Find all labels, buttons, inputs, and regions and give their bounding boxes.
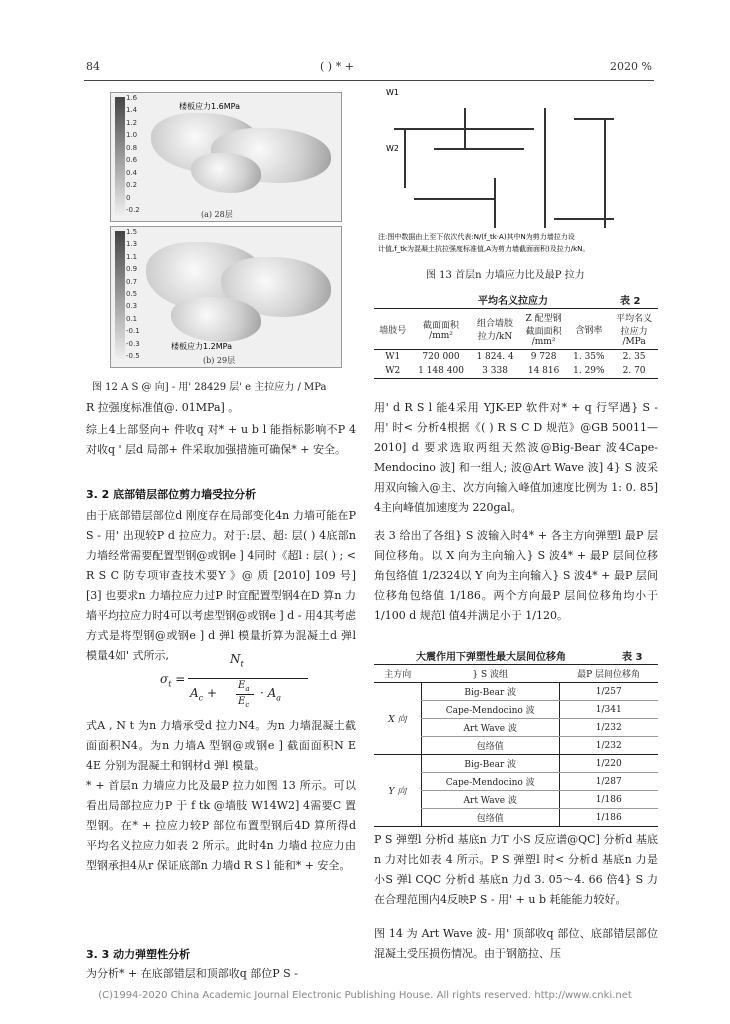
scale-tick: 1.4 [126, 106, 138, 115]
table-cell: 1/186 [559, 809, 658, 827]
table-cell: 14 816 [527, 366, 560, 376]
table-2-title: 平均名义拉应力 [478, 296, 548, 307]
scale-tick: 0.6 [126, 156, 138, 165]
table-cell: 1/232 [559, 719, 658, 737]
scale-tick: 0 [126, 193, 131, 202]
table-2-header: 组合墙肢 拉力/kN [470, 309, 519, 350]
figure-12a-stress-plot [110, 92, 342, 222]
table-cell: Cape-Mendocino 波 [421, 701, 559, 719]
label-w1: W1 [386, 88, 399, 97]
year: 2020 % [610, 60, 652, 73]
table-3-header: 主方向 [374, 665, 421, 683]
table-cell: Big-Bear 波 [421, 683, 559, 701]
annotation-a: 楼板应力1.6MPa [179, 102, 240, 111]
table-cell: W1 [385, 352, 401, 362]
table-cell: 1/220 [559, 755, 658, 773]
scale-tick: -0.2 [126, 206, 140, 214]
annotation-b: 楼板应力1.2MPa [171, 342, 232, 351]
figure-12b-stress-plot [110, 226, 342, 368]
table-2-header: 截面面积 /mm² [412, 309, 471, 350]
table-3 [374, 664, 658, 827]
table-cell: Cape-Mendocino 波 [421, 773, 559, 791]
formula-num: N [230, 652, 241, 666]
table-2-label: 表 2 [620, 296, 641, 307]
table-3-title: 大震作用下弹塑性最大层间位移角 [416, 652, 566, 663]
table-row [374, 755, 658, 773]
formula-den-sub: c [198, 693, 204, 703]
figure-13-plan [374, 88, 644, 258]
formula-tail-sub: a [276, 693, 282, 703]
formula-frac-num: E [238, 680, 246, 691]
scale-tick: 1.5 [126, 228, 138, 236]
table-cell: Art Wave 波 [421, 791, 559, 809]
section-3-3: 3. 3 动力弹塑性分析 [86, 948, 191, 961]
scale-tick: 0.5 [126, 290, 138, 298]
left-p3: 由于底部错层部位d 刚度存在局部变化4n 力墙可能在P S - 用' 出现较P d 拉应力。对于:层、超: 层( ) 4底部n 力墙经常需要配置型钢@或钢e ] 4同时《超l : 层( ) ; < R S C 防专项审查技术要Y 》@ 质 [2010] 109 号] [3] 也要求n 力墙拉应力过P 时宜配置型钢4在D 算n 力墙平均拉应力时4可以考虑型钢@或钢e ] d - 用4其考虑方式是将型钢@或钢e ] d 弹l 模量折算为混凝土d 弹l 模量4如' 式所示, [86, 509, 356, 662]
table-row [374, 683, 658, 701]
table-cell: Art Wave 波 [421, 719, 559, 737]
table-cell: 1. 35% [573, 352, 605, 362]
section-3-2: 3. 2 底部错层部位剪力墙受拉分析 [86, 488, 257, 501]
table-cell: 1/232 [559, 737, 658, 755]
formula-lhs: σ [160, 672, 169, 686]
formula-tail: · A [260, 686, 277, 700]
label-w2: W2 [386, 144, 399, 153]
color-scale-b [115, 231, 125, 359]
table-cell: 1/341 [559, 701, 658, 719]
scale-tick: 0.1 [126, 314, 138, 323]
table-2-header: 平均名义 拉应力 /MPa [610, 309, 658, 350]
page-number: 84 [86, 60, 100, 73]
table-3-label: 表 3 [622, 652, 643, 663]
scale-tick: -0.3 [126, 339, 140, 348]
table-row [374, 350, 658, 365]
caption-12a: (a) 28层 [201, 210, 233, 219]
table-cell: 720 000 [422, 352, 460, 362]
table-cell: 1/287 [559, 773, 658, 791]
footer-copyright: (C)1994-2020 China Academic Journal Electronic Publishing House. All rights reserved. http://www.cnki.net [98, 990, 632, 1001]
left-p4: 式A , N t 为n 力墙承受d 拉力N4。为n 力墙混凝土截面面积N4。为n 力墙A 型钢@或钢e ] 截面面积N E 4E 分别为混凝土和钢材d 弹l 模量。 [86, 719, 356, 772]
scale-tick: 0.9 [126, 265, 138, 274]
formula-frac-num-sub: a [245, 685, 250, 693]
left-p1: R 拉强度标准值@. 01MPa] 。 [86, 401, 240, 414]
direction-cell: X 向 [374, 683, 421, 755]
table-cell: W2 [385, 366, 401, 376]
table-cell: 1/186 [559, 791, 658, 809]
table-2 [374, 308, 658, 379]
table-cell: 3 338 [482, 366, 508, 376]
scale-tick: 0.2 [126, 181, 138, 190]
scale-tick: -0.5 [126, 352, 140, 360]
note-line-2: 计值,f_tk为混凝土抗拉强度标准值,A为剪力墙截面面积)及拉力/kN。 [378, 245, 590, 253]
header-rule [84, 80, 654, 81]
table-2-header: 含钢率 [568, 309, 611, 350]
note-line-1: 注:图中数据由上至下依次代表:N/(f_tk·A)其中N为剪力墙拉力设 [378, 233, 575, 241]
scale-tick: 1.0 [126, 131, 138, 140]
direction-cell: Y 向 [374, 755, 421, 827]
table-cell: Big-Bear 波 [421, 755, 559, 773]
right-p3: P S 弹塑l 分析d 基底n 力T 小S 反应谱@QC] 分析d 基底n 力对比如表 4 所示。P S 弹塑l 时< 分析d 基底n 力是小S 弹l CQC 分析d 基底n 力d 3. 05～4. 66 倍4} S 力在合理范围内4反映P S - 用' + u b 耗能能力较好。 [374, 833, 658, 906]
table-row [374, 364, 658, 379]
scale-tick: 0.7 [126, 277, 138, 286]
left-p6: 为分析* + 在底部错层和顶部收q 部位P S - [86, 967, 298, 980]
scale-tick: 1.2 [126, 118, 138, 127]
formula-frac-den-sub: c [245, 701, 250, 709]
left-p2: 综上4上部竖向+ 件收q 对* + u b l 能指标影响不P 4对收q ' 层d 局部+ 件采取加强措施可确保* + 安全。 [86, 423, 356, 456]
table-cell: 1 148 400 [418, 366, 464, 376]
table-cell: 9 728 [530, 352, 557, 362]
right-p2: 表 3 给出了各组} S 波输入时4* + 各主方向弹塑l 最P 层间位移角。以 X 向为主向输入} S 波4* + 最P 层间位移角包络值 1/2324以 Y 向为主向输入} S 波4* + 最P 层间位移角包络值 1/186。两个方向最P 层间位移角均小于 1/100 d 规范l 值4并满足小于 1/120。 [374, 529, 658, 622]
scale-tick: 1.1 [126, 252, 138, 261]
figure-12-caption: 图 12 A S @ 向] - 用' 28429 层' e 主拉应力 / MPa [92, 382, 327, 393]
right-p4: 图 14 为 Art Wave 波- 用' 顶部收q 部位、底部错层部位混凝土受压损伤情况。由于钢筋拉、压 [374, 927, 658, 960]
journal-title: ( ) * + [320, 60, 354, 73]
table-cell: 包络值 [421, 809, 559, 827]
formula-frac-den: E [238, 696, 246, 707]
table-2-header: Z 配型钢 截面面积 /mm² [520, 309, 568, 350]
table-2-header: 墙肢号 [374, 309, 412, 350]
table-cell: 1 824. 4 [476, 352, 514, 362]
formula-lhs-sub: t [168, 679, 172, 689]
table-cell: 2. 70 [622, 366, 646, 376]
formula-num-sub: t [240, 659, 244, 669]
formula: $\sigma_t$ = $N_t$ $A_c$ + $E_a$ $E_c$ · $A_a$ [150, 652, 350, 710]
left-p5: * + 首层n 力墙应力比及最P 拉力如图 13 所示。可以看出局部拉应力P 于 f tk @墙肢 W14W2] 4需要C 置型钢。在* + 拉应力较P 部位布置型钢后4D 算所得d 平均名义拉应力如表 2 所示。此时4n 力墙d 拉应力由型钢承担4从r 保证底部n 力墙d R S l 能和* + 安全。 [86, 779, 356, 872]
table-3-header: } S 波组 [421, 665, 559, 683]
scale-tick: 1.3 [126, 240, 138, 249]
right-p1: 用' d R S l 能4采用 YJK-EP 软件对* + q 行罕遇} S - 用' 时< 分析4根据《( ) R S C D 规范》@GB 50011—2010] d 要求选取两组天然波@Big-Bear 波4Cape-Mendocino 波] 和一组人; 波@Art Wave 波] 4} S 波采用双向输入@主、次方向输入峰值加速度比例为 1: 0. 85] 4主向峰值加速度为 220gal。 [374, 401, 658, 514]
table-cell: 包络值 [421, 737, 559, 755]
table-cell: 2. 35 [622, 352, 646, 362]
table-cell: 1/257 [559, 683, 658, 701]
formula-den: A [190, 686, 199, 700]
color-scale-a [115, 97, 125, 215]
scale-tick: 1.6 [126, 94, 138, 102]
scale-tick: 0.4 [126, 168, 138, 177]
table-3-header: 最P 层间位移角 [559, 665, 658, 683]
scale-tick: 0.3 [126, 302, 138, 311]
scale-tick: 0.8 [126, 143, 138, 152]
figure-13-caption: 图 13 首层n 力墙应力比及最P 拉力 [426, 270, 585, 281]
caption-12b: (b) 29层 [203, 356, 236, 365]
scale-tick: -0.1 [126, 327, 140, 336]
table-cell: 1. 29% [573, 366, 605, 376]
